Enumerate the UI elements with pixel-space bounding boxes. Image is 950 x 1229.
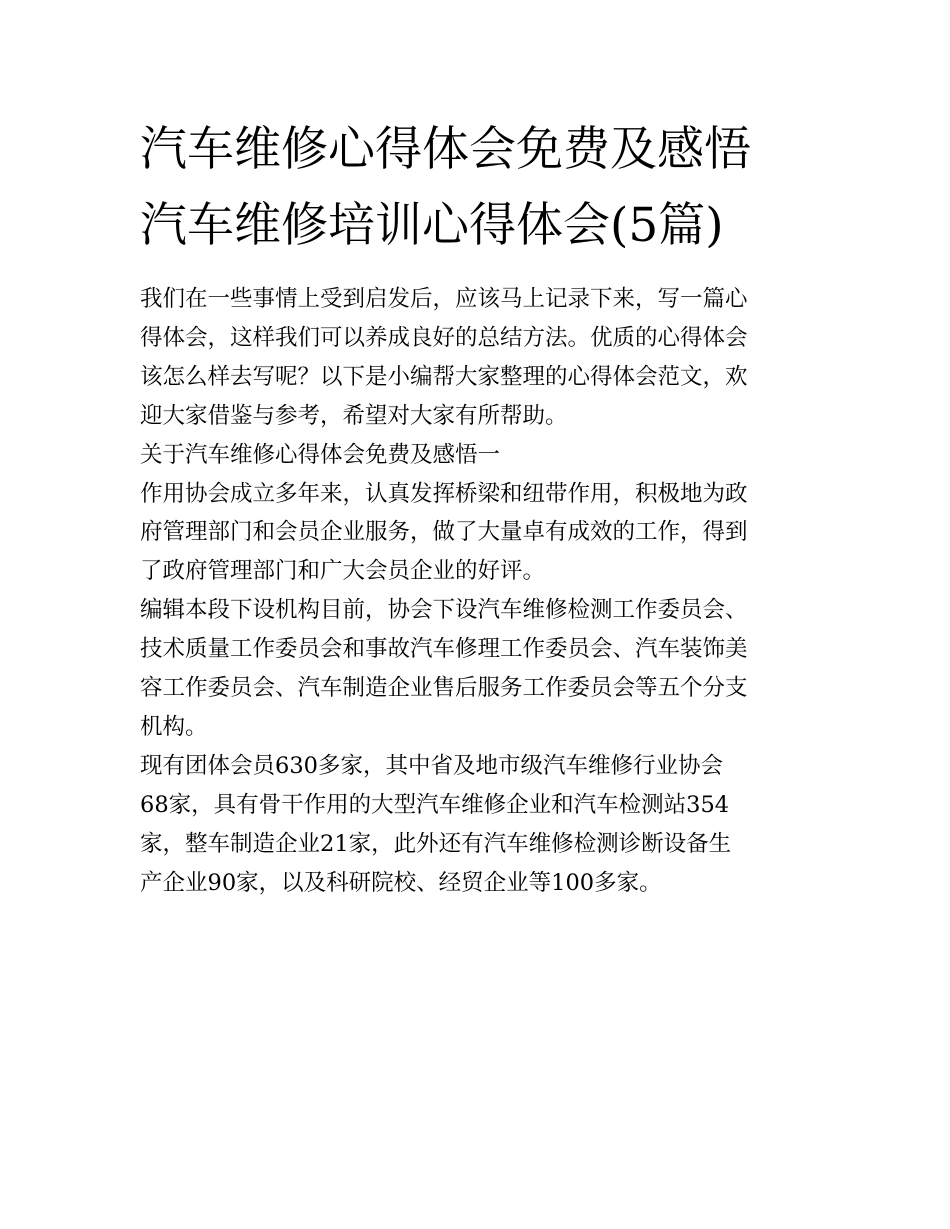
paragraph-line: 现有团体会员630多家，其中省及地市级汽车维修行业协会	[140, 752, 723, 779]
title-line-2: 汽车维修培训心得体会(5篇)	[140, 198, 724, 253]
paragraph-line: 了政府管理部门和广大会员企业的好评。	[140, 558, 546, 585]
paragraph-line: 作用协会成立多年来，认真发挥桥梁和纽带作用，积极地为政	[140, 480, 748, 507]
paragraph-line: 容工作委员会、汽车制造企业售后服务工作委员会等五个分支	[140, 675, 748, 702]
document-body	[140, 280, 820, 903]
organization-paragraph	[140, 591, 820, 747]
section-heading: 关于汽车维修心得体会免费及感悟一	[140, 441, 501, 468]
document-title	[140, 112, 820, 264]
paragraph-line: 68家，具有骨干作用的大型汽车维修企业和汽车检测站354	[140, 791, 730, 818]
paragraph-line: 家，整车制造企业21家，此外还有汽车维修检测诊断设备生	[140, 830, 732, 857]
paragraph-line: 机构。	[140, 713, 208, 740]
paragraph-line: 编辑本段下设机构目前，协会下设汽车维修检测工作委员会、	[140, 597, 748, 624]
paragraph-line: 迎大家借鉴与参考，希望对大家有所帮助。	[140, 402, 568, 429]
section-heading-paragraph	[140, 436, 820, 475]
paragraph-line: 我们在一些事情上受到启发后，应该马上记录下来，写一篇心	[140, 286, 748, 312]
paragraph-line: 该怎么样去写呢？以下是小编帮大家整理的心得体会范文，欢	[140, 363, 748, 390]
paragraph-line: 得体会，这样我们可以养成良好的总结方法。优质的心得体会	[140, 324, 748, 351]
paragraph-line: 产企业90家，以及科研院校、经贸企业等100多家。	[140, 869, 662, 896]
intro-paragraph	[140, 280, 820, 436]
role-paragraph	[140, 475, 820, 592]
title-line-1: 汽车维修心得体会免费及感悟	[140, 122, 751, 177]
paragraph-line: 府管理部门和会员企业服务，做了大量卓有成效的工作，得到	[140, 519, 748, 546]
membership-paragraph	[140, 747, 820, 903]
paragraph-line: 技术质量工作委员会和事故汽车修理工作委员会、汽车装饰美	[140, 636, 748, 663]
